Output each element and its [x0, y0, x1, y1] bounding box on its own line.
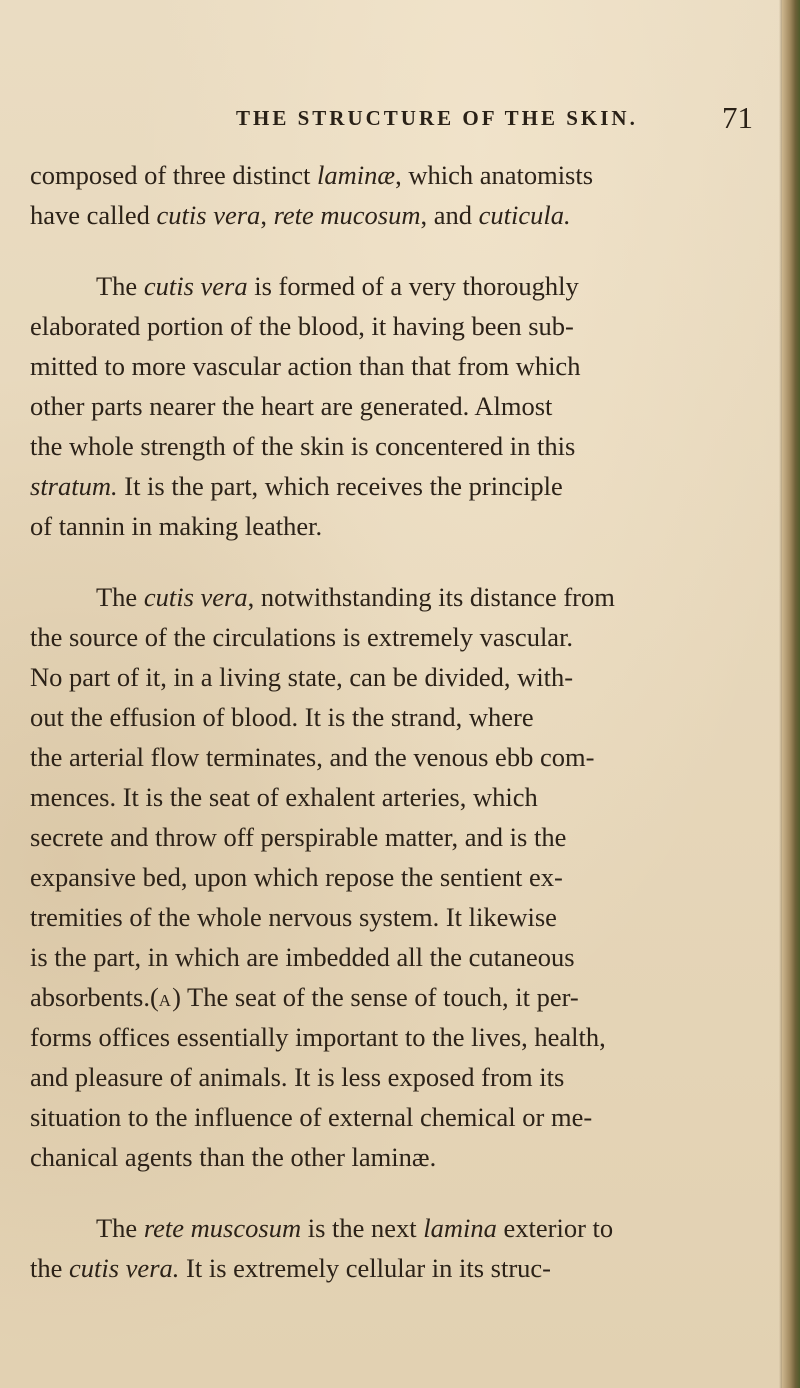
text-line: [30, 977, 780, 1017]
text-segment: the whole strength of the skin is concentered in this: [30, 431, 576, 461]
paragraph: [30, 1208, 780, 1288]
running-head: THE STRUCTURE OF THE SKIN.: [236, 106, 638, 130]
italic-text: cutis vera: [156, 200, 261, 230]
paragraph-gap: [30, 546, 780, 577]
text-line: [30, 506, 780, 546]
text-segment: have called: [30, 200, 157, 230]
text-segment: out the effusion of blood. It is the strand, where: [30, 702, 534, 732]
text-segment: , notwithstanding its distance from: [247, 582, 615, 612]
page-number: 71: [722, 100, 753, 135]
italic-text: cuticula.: [478, 200, 571, 230]
text-line: [30, 617, 780, 657]
text-segment: expansive bed, upon which repose the sentient ex-: [30, 862, 563, 892]
text-line: [30, 266, 780, 306]
italic-text: laminæ: [317, 160, 396, 190]
text-line: [30, 306, 780, 346]
text-segment: is the next: [301, 1213, 424, 1243]
text-line: [30, 737, 780, 777]
text-line: [30, 1137, 780, 1177]
text-segment: is the part, in which are imbedded all the cutaneous: [30, 942, 575, 972]
italic-text: stratum.: [30, 471, 118, 501]
binding-edge: [782, 0, 800, 1388]
paragraph: [30, 266, 780, 546]
text-segment: ,: [260, 200, 274, 230]
italic-text: cutis vera.: [69, 1253, 180, 1283]
text-segment: the source of the circulations is extremely vascular.: [30, 622, 574, 652]
small-caps-text: A: [158, 991, 173, 1010]
text-line: [30, 697, 780, 737]
paragraph-gap: [30, 235, 780, 266]
text-line: [30, 155, 780, 195]
paragraph-gap: [30, 1177, 780, 1208]
text-line: [30, 1097, 780, 1137]
text-segment: the arterial flow terminates, and the venous ebb com-: [30, 742, 595, 772]
text-segment: tremities of the whole nervous system. It likewise: [30, 902, 557, 932]
text-segment: chanical agents than the other laminæ.: [30, 1142, 437, 1172]
text-segment: The: [96, 1213, 144, 1243]
text-line: [30, 466, 780, 506]
text-segment: The: [96, 582, 144, 612]
text-line: [30, 426, 780, 466]
body-text: [30, 155, 780, 1288]
text-line: [30, 386, 780, 426]
paragraph: [30, 577, 780, 1177]
text-segment: The: [96, 271, 144, 301]
text-segment: and pleasure of animals. It is less exposed from its: [30, 1062, 565, 1092]
text-segment: the: [30, 1253, 69, 1283]
text-segment: elaborated portion of the blood, it having been sub-: [30, 311, 574, 341]
text-line: [30, 346, 780, 386]
italic-text: cutis vera: [143, 582, 248, 612]
italic-text: rete mucosum: [273, 200, 421, 230]
text-line: [30, 1057, 780, 1097]
text-segment: of tannin in making leather.: [30, 511, 323, 541]
text-segment: , and: [420, 200, 479, 230]
text-segment: , which anatomists: [395, 160, 594, 190]
text-segment: No part of it, in a living state, can be divided, with-: [30, 662, 574, 692]
text-segment: composed of three distinct: [30, 160, 318, 190]
text-line: [30, 777, 780, 817]
text-segment: absorbents.(: [30, 982, 159, 1012]
text-line: [30, 1017, 780, 1057]
text-line: [30, 857, 780, 897]
text-segment: It is the part, which receives the principle: [117, 471, 563, 501]
italic-text: lamina: [423, 1213, 497, 1243]
italic-text: cutis vera: [143, 271, 248, 301]
page-header: [0, 100, 780, 138]
text-segment: mitted to more vascular action than that from which: [30, 351, 581, 381]
text-segment: mences. It is the seat of exhalent arteries, which: [30, 782, 538, 812]
text-line: [30, 937, 780, 977]
text-segment: is formed of a very thoroughly: [247, 271, 579, 301]
italic-text: rete muscosum: [143, 1213, 302, 1243]
text-segment: It is extremely cellular in its struc-: [179, 1253, 552, 1283]
text-segment: forms offices essentially important to the lives, health,: [30, 1022, 606, 1052]
text-segment: secrete and throw off perspirable matter, and is the: [30, 822, 567, 852]
text-line: [30, 657, 780, 697]
text-line: [30, 817, 780, 857]
text-line: [30, 1248, 780, 1288]
text-segment: ) The seat of the sense of touch, it per-: [172, 982, 579, 1012]
text-line: [30, 897, 780, 937]
text-segment: other parts nearer the heart are generated. Almost: [30, 391, 553, 421]
text-line: [30, 577, 780, 617]
text-line: [30, 1208, 780, 1248]
paragraph: [30, 155, 780, 235]
text-line: [30, 195, 780, 235]
text-segment: exterior to: [496, 1213, 614, 1243]
text-segment: situation to the influence of external chemical or me-: [30, 1102, 593, 1132]
